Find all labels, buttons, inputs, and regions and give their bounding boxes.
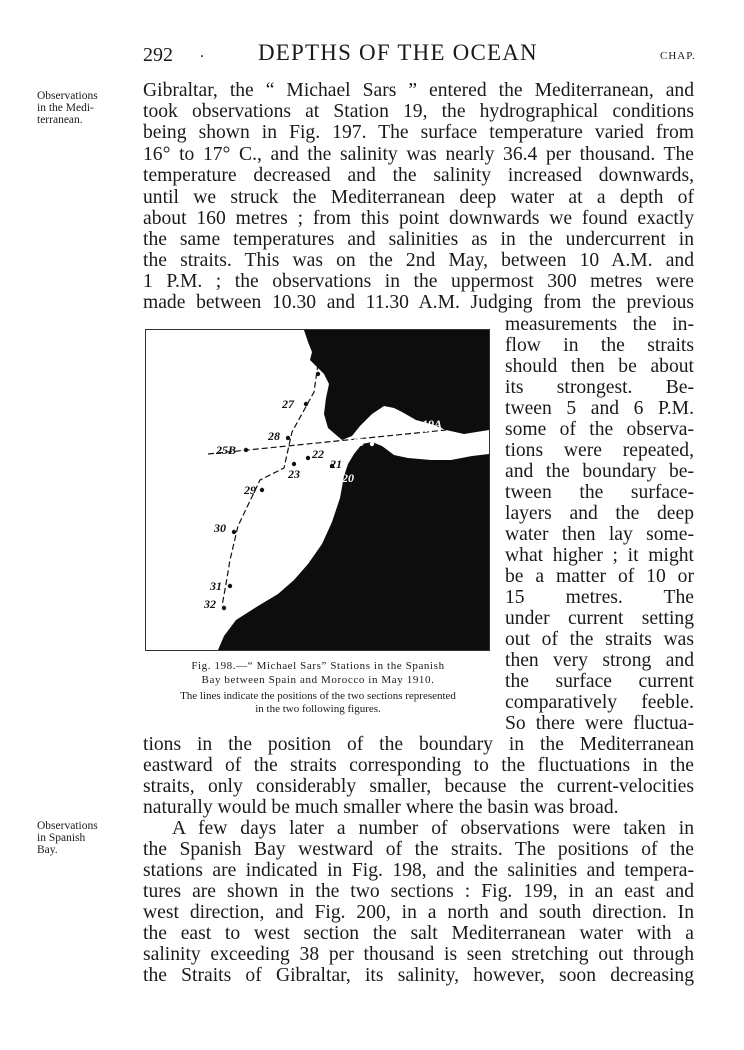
body-line: tures are shown in the two sections : Fig. 199, in an east and: [143, 881, 694, 902]
body-line: So there were fluctua-: [505, 713, 694, 734]
station-dot: [260, 488, 264, 492]
margin-note-line: in Spanish: [37, 832, 86, 844]
body-line: the Straits of Gibraltar, its salinity, however, soon decreasing: [143, 965, 694, 986]
body-line: took observations at Station 19, the hydrographical conditions: [143, 101, 694, 122]
body-line: naturally would be much smaller where the basin was broad.: [143, 797, 619, 818]
figure-caption-line: Fig. 198.—“ Michael Sars” Stations in the Spanish: [191, 660, 445, 672]
margin-note-spanish-bay: [37, 820, 137, 856]
body-line: about 160 metres ; from this point downwards we found exactly: [143, 208, 694, 229]
station-dot: [370, 442, 374, 446]
margin-note-line: Observations: [37, 90, 98, 102]
station-dot: [316, 372, 320, 376]
station-dot: [228, 584, 232, 588]
body-line: its strongest. Be-: [505, 377, 694, 398]
body-line: eastward of the straits corresponding to the fluctuations in the: [143, 755, 694, 776]
body-line: water then lay some-: [505, 524, 694, 545]
station-dot: [244, 448, 248, 452]
station-label-22: 22: [312, 447, 324, 461]
station-label-20: 20: [342, 471, 354, 485]
body-line: the Spanish Bay westward of the straits. The positions of the: [143, 839, 694, 860]
body-line: made between 10.30 and 11.30 A.M. Judging from the previous: [143, 292, 694, 313]
station-label-26: 26: [300, 369, 312, 383]
body-line: flow in the straits: [505, 335, 694, 356]
body-line: tions were repeated,: [505, 440, 694, 461]
station-dot: [232, 530, 236, 534]
station-label-30: 30: [214, 521, 226, 535]
body-line: straits, only considerably smaller, because the current-velocities: [143, 776, 694, 797]
body-line: 15 metres. The: [505, 587, 694, 608]
body-line: 16° to 17° C., and the salinity was nearly 36.4 per thousand. The: [143, 144, 694, 165]
body-line: should then be about: [505, 356, 694, 377]
body-line: tween 5 and 6 P.M.: [505, 398, 694, 419]
figure-map: [145, 329, 490, 651]
body-line: the surface current: [505, 671, 694, 692]
figure-caption-line: Bay between Spain and Morocco in May 1910.: [201, 674, 435, 686]
station-label-19a: 19A: [422, 417, 443, 431]
page-number: 292: [143, 44, 173, 66]
map-svg: [146, 330, 489, 650]
station-dot: [292, 462, 296, 466]
body-line: be a matter of 10 or: [505, 566, 694, 587]
body-line: the straits. This was on the 2nd May, between 10 A.M. and: [143, 250, 694, 271]
body-line: out of the straits was: [505, 629, 694, 650]
body-line: being shown in Fig. 197. The surface temperature varied from: [143, 122, 694, 143]
station-label-23: 23: [288, 467, 300, 481]
margin-note-line: Observations: [37, 820, 98, 832]
body-line: some of the observa-: [505, 419, 694, 440]
station-label-27: 27: [282, 397, 294, 411]
station-label-31: 31: [210, 579, 222, 593]
body-line: comparatively feeble.: [505, 692, 694, 713]
margin-note-mediterranean: [37, 90, 137, 126]
station-label-29: 29: [244, 483, 256, 497]
body-line: until we struck the Mediterranean deep water at a depth of: [143, 187, 694, 208]
station-dot: [304, 402, 308, 406]
margin-note-line: Bay.: [37, 844, 58, 856]
body-line: and the boundary be-: [505, 461, 694, 482]
body-line: Gibraltar, the “ Michael Sars ” entered the Mediterranean, and: [143, 80, 694, 101]
figure-note-line: The lines indicate the positions of the two sections represented: [180, 690, 456, 702]
station-dot: [286, 436, 290, 440]
body-line: the same temperatures and salinities as in the undercurrent in: [143, 229, 694, 250]
body-line: the east to west section the salt Mediterranean water with a: [143, 923, 694, 944]
margin-note-line: in the Medi-: [37, 102, 94, 114]
body-line: west direction, and Fig. 200, in a north and south direction. In: [143, 902, 694, 923]
body-line: salinity exceeding 38 per thousand is seen stretching out through: [143, 944, 694, 965]
station-label-21: 21: [330, 457, 342, 471]
body-line: tween the surface-: [505, 482, 694, 503]
body-line: stations are indicated in Fig. 198, and the salinities and tempera-: [143, 860, 694, 881]
station-label-18: 18: [352, 435, 364, 449]
body-line: under current setting: [505, 608, 694, 629]
body-line: measurements the in-: [505, 314, 694, 335]
body-line: then very strong and: [505, 650, 694, 671]
body-line: what higher ; it might: [505, 545, 694, 566]
body-line: temperature decreased and the salinity increased downwards,: [143, 165, 694, 186]
body-line: A few days later a number of observations were taken in: [172, 818, 694, 839]
chapter-abbrev: CHAP.: [660, 50, 696, 62]
body-line: 1 P.M. ; the observations in the uppermost 300 metres were: [143, 271, 694, 292]
station-dot: [306, 456, 310, 460]
header-separator: .: [200, 44, 204, 61]
station-label-32: 32: [204, 597, 216, 611]
running-title: DEPTHS OF THE OCEAN: [258, 40, 538, 65]
body-line: layers and the deep: [505, 503, 694, 524]
station-dot: [222, 606, 226, 610]
section-line-east-west: [208, 430, 446, 454]
station-label-28: 28: [268, 429, 280, 443]
body-line: tions in the position of the boundary in the Mediterranean: [143, 734, 694, 755]
margin-note-line: terranean.: [37, 114, 83, 126]
station-label-25b: 25B: [216, 443, 237, 457]
figure-note-line: in the two following figures.: [255, 703, 381, 715]
